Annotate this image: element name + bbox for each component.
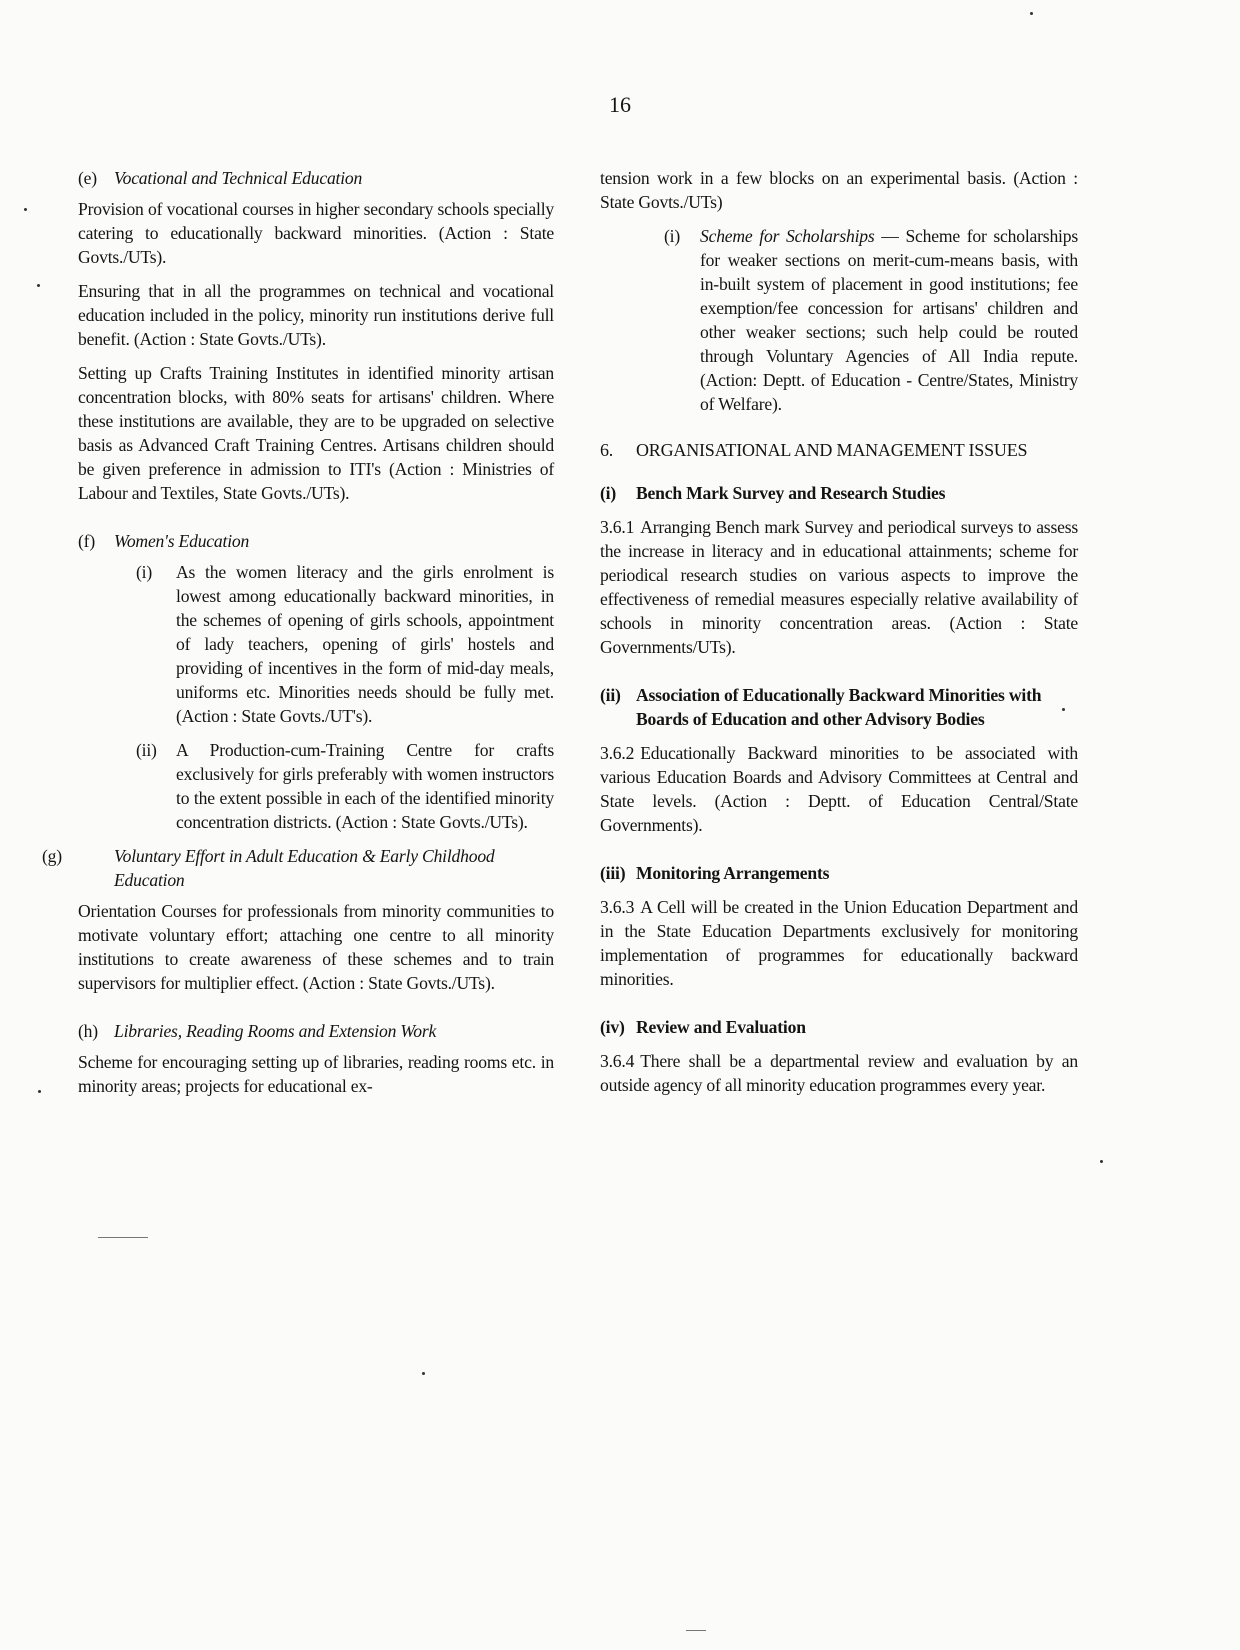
scholarship-item	[600, 224, 1078, 416]
subsection-iv-title: Review and Evaluation	[636, 1017, 806, 1037]
paragraph-3-6-2	[600, 741, 1078, 837]
section-h-paragraph-1: Scheme for encouraging setting up of libraries, reading rooms etc. in minority areas; projects for educational ex-	[78, 1052, 554, 1096]
section-e-paragraph-3: Setting up Crafts Training Institutes in identified minority artisan concentration blocks, with 80% seats for artisans' children. Where these institutions are available, they are to be upgraded on selective basis as Advanced Craft Training Centres. Artisans children should be given preference in admission to ITI's (Action : Ministries of Labour and Textiles, State Govts./UTs).	[78, 363, 554, 503]
subsection-iv-heading	[600, 1015, 1078, 1039]
scan-mark	[98, 1237, 148, 1238]
scan-speck	[24, 208, 27, 211]
section-g-title: Voluntary Effort in Adult Education & Early Childhood Education	[114, 846, 495, 890]
section-e-paragraph-2: Ensuring that in all the programmes on technical and vocational education included in the policy, minority run institutions derive full benefit. (Action : State Govts./UTs).	[78, 281, 554, 349]
subsection-iii-title: Monitoring Arrangements	[636, 863, 830, 883]
section-f-title: Women's Education	[114, 531, 250, 551]
paragraph-number: 3.6.3	[600, 897, 635, 917]
section-e-paragraph-1: Provision of vocational courses in higher secondary schools specially catering to educationally backward minorities. (Action : State Govts./UTs).	[78, 199, 554, 267]
scholarship-title: Scheme for Scholarships	[700, 226, 875, 246]
section-f-heading	[78, 529, 554, 553]
scholarship-text: Scheme for scholarships for weaker sections on merit-cum-means basis, with in-built system of placement in good institutions; fee exemption/fee concession for artisans' children and other weaker sections; such help could be routed through Voluntary Agencies of All India repute. (Action: Deptt. of Education - Centre/States, Ministry of Welfare).	[700, 226, 1078, 414]
section-h-label: (h)	[78, 1021, 98, 1041]
subsection-ii-title: Association of Educationally Backward Minorities with Boards of Education and other Advisory Bodies	[636, 685, 1042, 729]
right-column	[600, 166, 1078, 1107]
scholarship-dash: —	[874, 226, 906, 246]
section-6-title: ORGANISATIONAL AND MANAGEMENT ISSUES	[636, 440, 1028, 460]
section-e-heading	[78, 166, 554, 190]
list-item	[78, 560, 554, 728]
paragraph-3-6-1	[600, 515, 1078, 659]
list-item-text: A Production-cum-Training Centre for crafts exclusively for girls preferably with women instructors to the extent possible in each of the identified minority concentration districts. (Action : State Govts./UTs).	[176, 740, 554, 832]
section-6-number: 6.	[600, 440, 614, 460]
paragraph-number: 3.6.1	[600, 517, 635, 537]
section-g-heading	[42, 844, 554, 892]
scan-speck	[422, 1372, 425, 1375]
list-item-text: As the women literacy and the girls enrolment is lowest among educationally backward minorities, in the schemes of opening of girls schools, appointment of lady teachers, opening of girls' hostels and providing of incentives in the form of mid-day meals, uniforms etc. Minorities needs should be fully met. (Action : State Govts./UT's).	[176, 562, 554, 726]
paragraph-3-6-3	[600, 895, 1078, 991]
scholarship-number: (i)	[664, 226, 681, 246]
list-item-number: (ii)	[136, 740, 157, 760]
paragraph-text: A Cell will be created in the Union Education Department and in the State Education Departments exclusively for monitoring implementation of programmes for educationally backward minorities.	[600, 897, 1078, 989]
paragraph-3-6-4	[600, 1049, 1078, 1097]
subsection-i-heading	[600, 481, 1078, 505]
list-item	[78, 738, 554, 834]
section-6-heading	[600, 438, 1078, 463]
subsection-iii-heading	[600, 861, 1078, 885]
paragraph-text: There shall be a departmental review and evaluation by an outside agency of all minority education programmes every year.	[600, 1051, 1078, 1095]
paragraph-number: 3.6.4	[600, 1051, 635, 1071]
scan-speck	[1062, 708, 1065, 711]
scan-speck	[1100, 1160, 1103, 1163]
section-h-heading	[78, 1019, 554, 1043]
section-g-paragraph-1: Orientation Courses for professionals from minority communities to motivate voluntary effort; attaching one centre to all minority institutions to create awareness of these schemes and to train supervisors for multiplier effect. (Action : State Govts./UTs).	[78, 901, 554, 993]
subsection-i-number: (i)	[600, 483, 617, 503]
scan-speck	[1030, 12, 1033, 15]
subsection-iii-number: (iii)	[600, 863, 626, 883]
scan-mark	[686, 1630, 706, 1631]
scan-speck	[37, 284, 40, 287]
continuation-paragraph: tension work in a few blocks on an experimental basis. (Action : State Govts./UTs)	[600, 168, 1078, 212]
page-number: 16	[609, 92, 631, 117]
scan-speck	[38, 1090, 41, 1093]
paragraph-number: 3.6.2	[600, 743, 635, 763]
subsection-i-title: Bench Mark Survey and Research Studies	[636, 483, 946, 503]
paragraph-text: Arranging Bench mark Survey and periodical surveys to assess the increase in literacy and in educational attainments; scheme for periodical research studies on various aspects to improve the effectiveness of remedial measures especially relative availability of schools in minority concentration areas. (Action : State Governments/UTs).	[600, 517, 1078, 657]
subsection-ii-number: (ii)	[600, 685, 621, 705]
subsection-ii-heading	[600, 683, 1078, 731]
subsection-iv-number: (iv)	[600, 1017, 625, 1037]
section-g-label: (g)	[42, 846, 62, 866]
section-e-title: Vocational and Technical Education	[114, 168, 363, 188]
section-h-title: Libraries, Reading Rooms and Extension Work	[114, 1021, 437, 1041]
paragraph-text: Educationally Backward minorities to be associated with various Education Boards and Advisory Committees at Central and State levels. (Action : Deptt. of Education Central/State Governments).	[600, 743, 1078, 835]
section-f-label: (f)	[78, 531, 95, 551]
list-item-number: (i)	[136, 562, 153, 582]
left-column	[42, 166, 554, 1108]
section-e-label: (e)	[78, 168, 97, 188]
